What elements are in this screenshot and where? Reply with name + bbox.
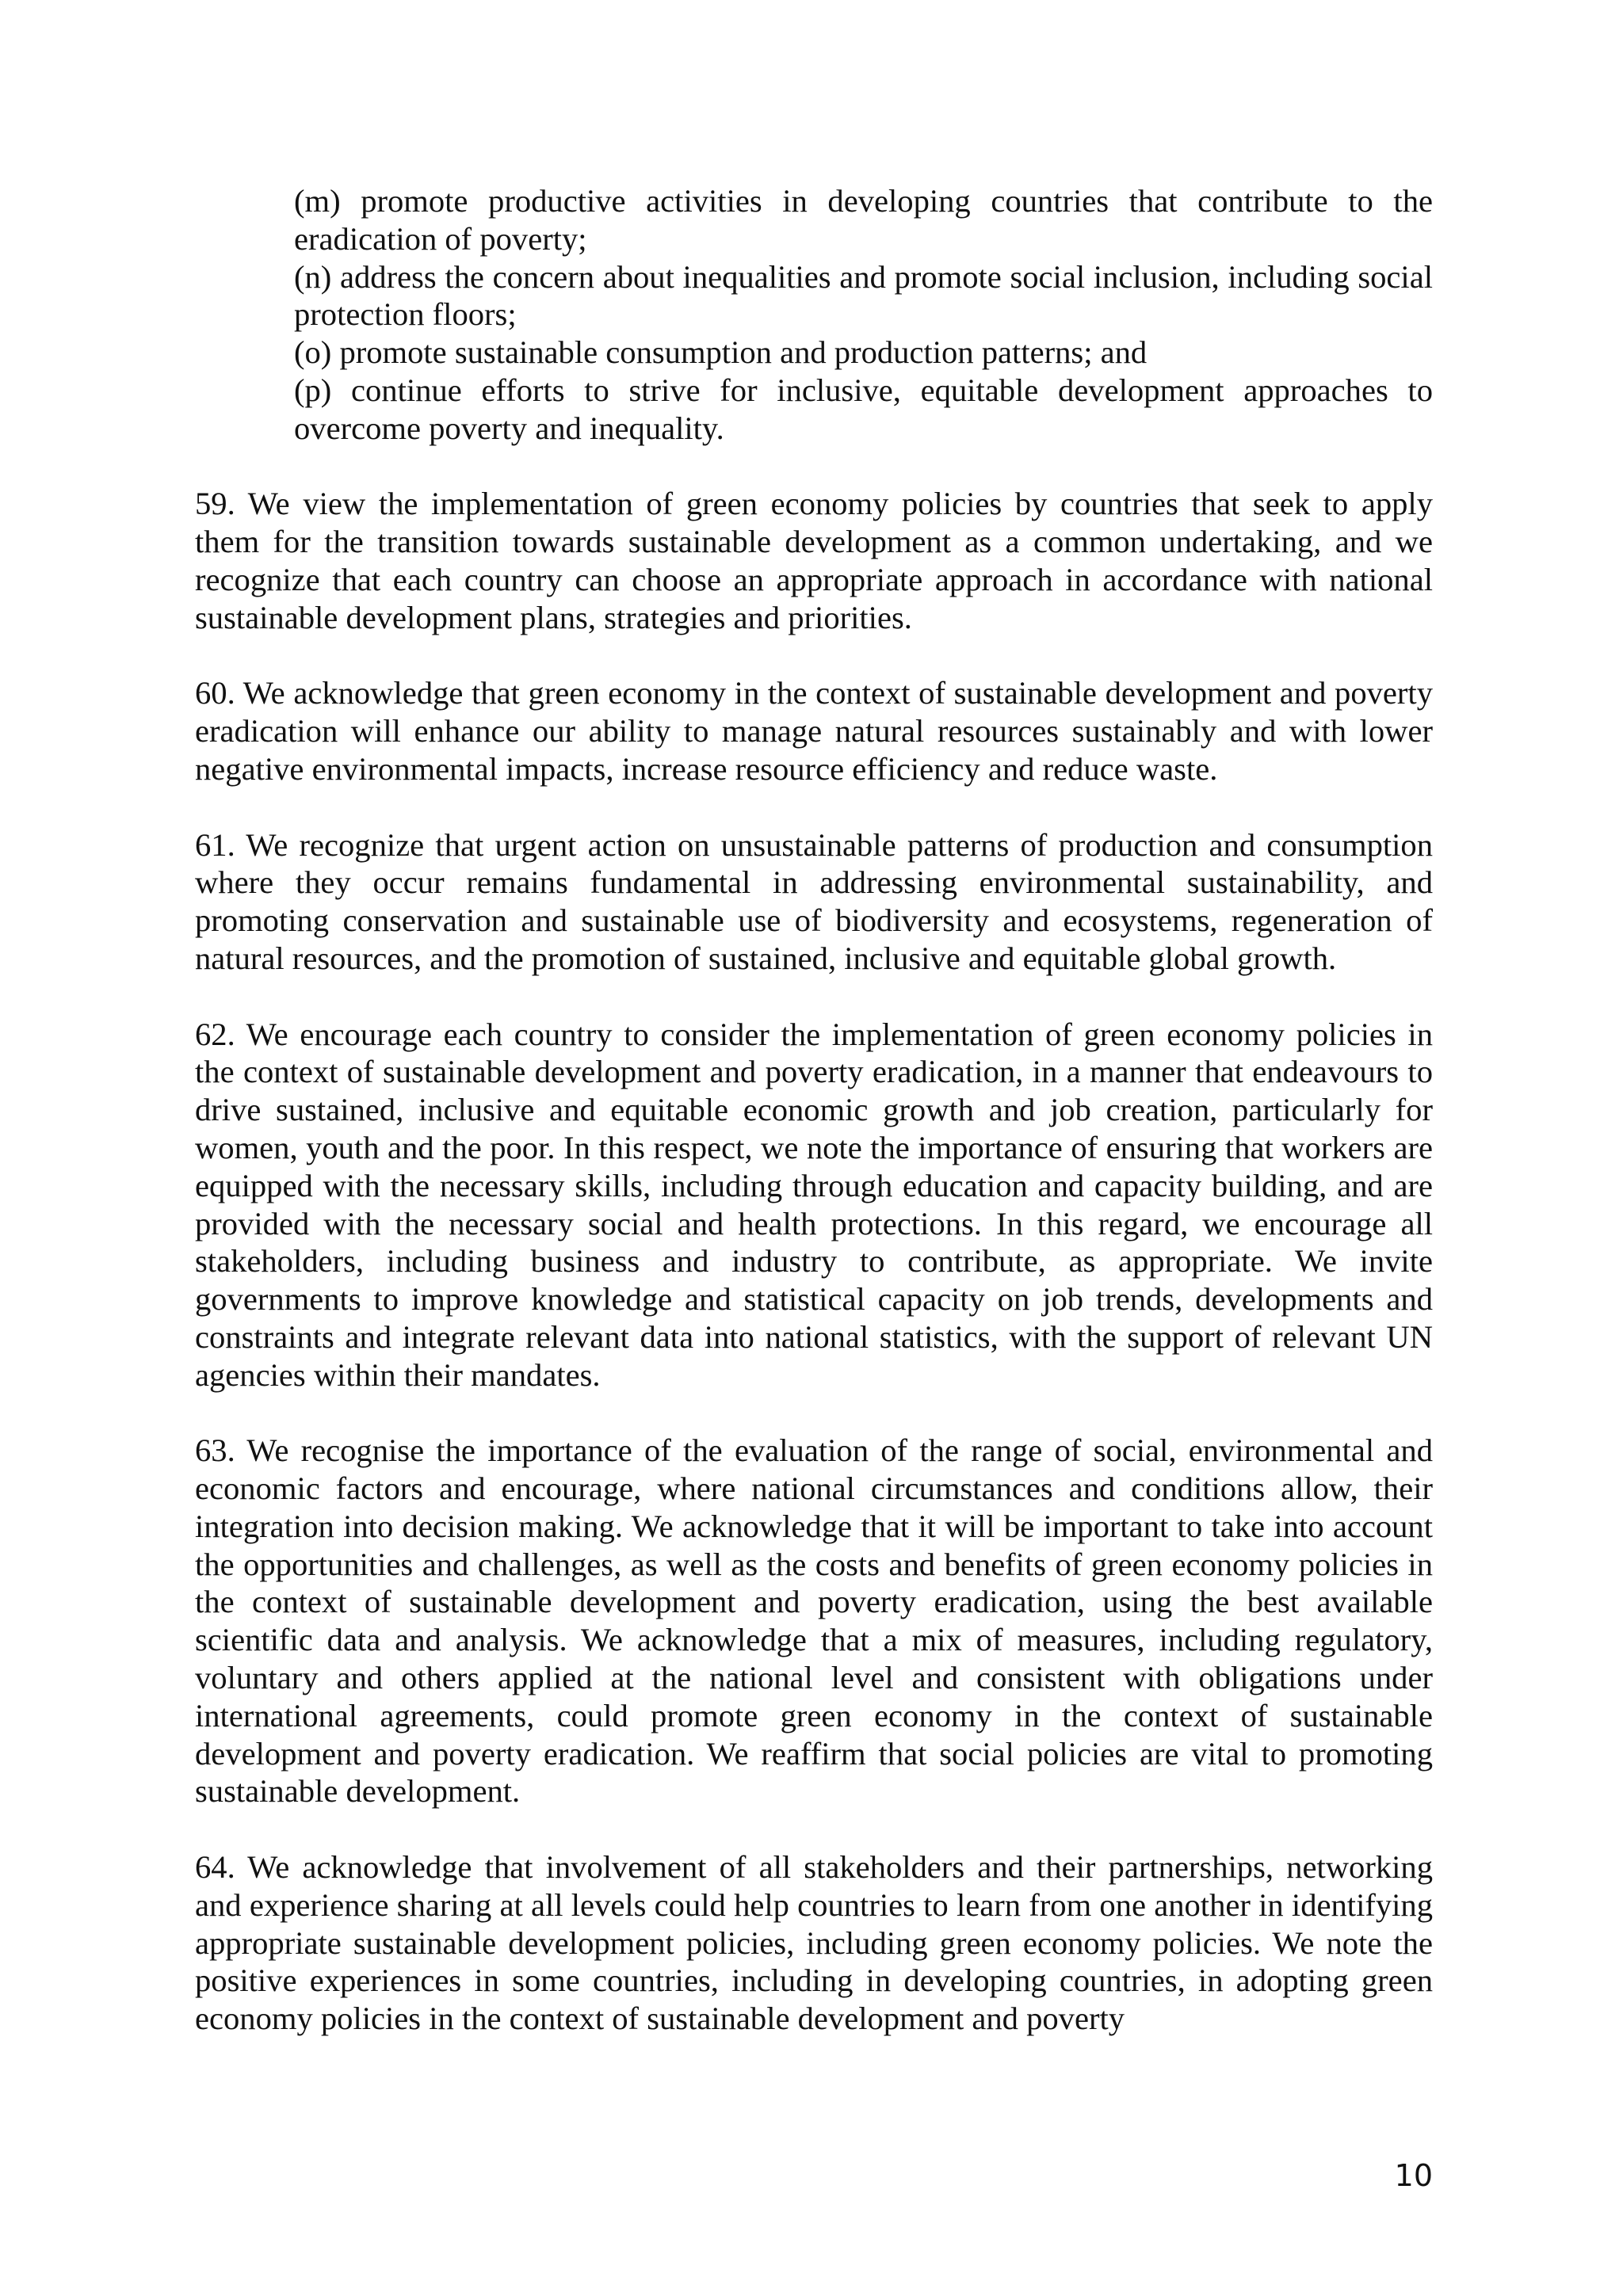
paragraph-59: 59. We view the implementation of green economy policies by countries that seek to apply them for the transition towards sustainable development as a common undertaking, and we recognize that each country can choose an appropriate approach in accordance with national sustainable development plans, strategies and priorities.: [195, 486, 1433, 635]
list-item-o: (o) promote sustainable consumption and production patterns; and: [294, 334, 1148, 371]
list-item-p: (p) continue efforts to strive for inclusive, equitable development approaches to overcome poverty and inequality.: [294, 372, 1433, 446]
paragraph-60: 60. We acknowledge that green economy in the context of sustainable development and poverty eradication will enhance our ability to manage natural resources sustainably and with lower negative environmental impacts, increase resource efficiency and reduce waste.: [195, 675, 1433, 787]
page-number: 10: [1394, 2158, 1433, 2193]
list-item-n: (n) address the concern about inequalities and promote social inclusion, including social protection floors;: [294, 258, 1433, 333]
list-item-m: (m) promote productive activities in developing countries that contribute to the eradication of poverty;: [294, 183, 1433, 257]
paragraph-63: 63. We recognise the importance of the evaluation of the range of social, environmental and economic factors and encourage, where national circumstances and conditions allow, their integration into decision making. We acknowledge that it will be important to take into account the opportunities and challenges, as well as the costs and benefits of green economy policies in the context of sustainable development and poverty eradication, using the best available scientific data and analysis. We acknowledge that a mix of measures, including regulatory, voluntary and others applied at the national level and consistent with obligations under international agreements, could promote green economy in the context of sustainable development and poverty eradication. We reaffirm that social policies are vital to promoting sustainable development.: [195, 1432, 1433, 1810]
action-list: [195, 182, 1433, 448]
paragraph-64: 64. We acknowledge that involvement of all stakeholders and their partnerships, networking and experience sharing at all levels could help countries to learn from one another in identifying appropriate sustainable development policies, including green economy policies. We note the positive experiences in some countries, including in developing countries, in adopting green economy policies in the context of sustainable development and poverty: [195, 1849, 1433, 2037]
document-page-body: [195, 182, 1433, 2038]
paragraph-61: 61. We recognize that urgent action on unsustainable patterns of production and consumption where they occur remains fundamental in addressing environmental sustainability, and promoting conservation and sustainable use of biodiversity and ecosystems, regeneration of natural resources, and the promotion of sustained, inclusive and equitable global growth.: [195, 826, 1433, 976]
paragraph-62: 62. We encourage each country to consider the implementation of green economy policies in the context of sustainable development and poverty eradication, in a manner that endeavours to drive sustained, inclusive and equitable economic growth and job creation, particularly for women, youth and the poor. In this respect, we note the importance of ensuring that workers are equipped with the necessary skills, including through education and capacity building, and are provided with the necessary social and health protections. In this regard, we encourage all stakeholders, including business and industry to contribute, as appropriate. We invite governments to improve knowledge and statistical capacity on job trends, developments and constraints and integrate relevant data into national statistics, with the support of relevant UN agencies within their mandates.: [195, 1016, 1433, 1393]
